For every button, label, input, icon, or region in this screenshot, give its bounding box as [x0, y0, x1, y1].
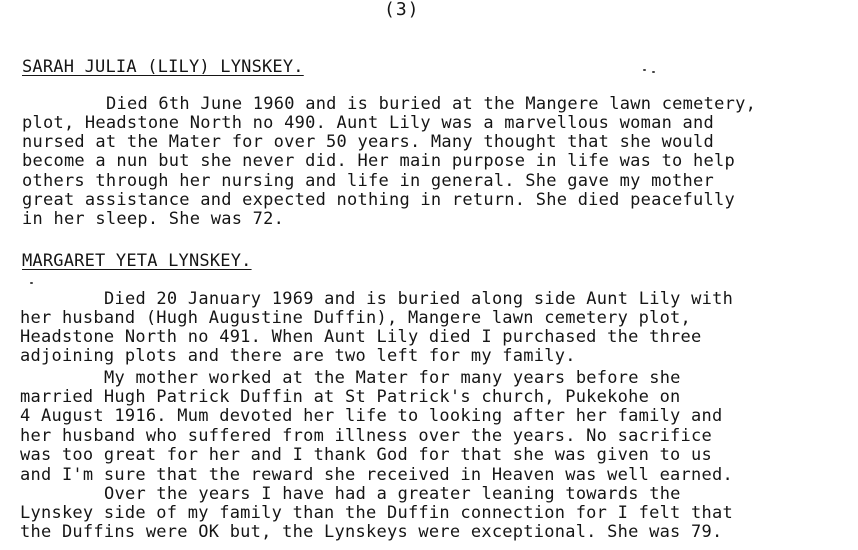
paragraph-line: her husband who suffered from illness over the years. No sacrifice	[20, 426, 713, 446]
paragraph-line: great assistance and expected nothing in return. She died peacefully	[22, 190, 735, 210]
paper-speck	[643, 69, 646, 71]
paper-speck	[30, 282, 33, 284]
paragraph-line: Lynskey side of my family than the Duffin connection for I felt that	[20, 503, 733, 523]
section-heading-sarah: SARAH JULIA (LILY) LYNSKEY.	[22, 57, 304, 77]
paragraph-line: in her sleep. She was 72.	[22, 209, 285, 229]
paragraph-line: Over the years I have had a greater leaning towards the	[104, 484, 681, 504]
paper-speck	[652, 71, 655, 73]
paragraph-line: plot, Headstone North no 490. Aunt Lily was a marvellous woman and	[22, 113, 715, 133]
paragraph-line: become a nun but she never did. Her main purpose in life was to help	[22, 151, 735, 171]
paragraph-line: Died 6th June 1960 and is buried at the Mangere lawn cemetery,	[106, 94, 757, 114]
paragraph-line: was too great for her and I thank God for that she was given to us	[20, 445, 713, 465]
paragraph-line: nursed at the Mater for over 50 years. Many thought that she would	[22, 132, 715, 152]
paragraph-line: Died 20 January 1969 and is buried along side Aunt Lily with	[104, 289, 734, 309]
paragraph-line: 4 August 1916. Mum devoted her life to looking after her family and	[20, 406, 723, 426]
paragraph-line: others through her nursing and life in general. She gave my mother	[22, 171, 715, 191]
paragraph-line: My mother worked at the Mater for many years before she	[104, 368, 681, 388]
page-number: (3)	[384, 0, 420, 20]
paragraph-line: Headstone North no 491. When Aunt Lily died I purchased the three	[20, 327, 702, 347]
paragraph-line: married Hugh Patrick Duffin at St Patrick's church, Pukekohe on	[20, 387, 681, 407]
section-heading-margaret: MARGARET YETA LYNSKEY.	[22, 251, 252, 271]
paragraph-line: and I'm sure that the reward she received in Heaven was well earned.	[20, 465, 733, 485]
paragraph-line: her husband (Hugh Augustine Duffin), Mangere lawn cemetery plot,	[20, 308, 692, 328]
paragraph-line: the Duffins were OK but, the Lynskeys were exceptional. She was 79.	[20, 522, 723, 542]
paragraph-line: adjoining plots and there are two left for my family.	[20, 346, 576, 366]
